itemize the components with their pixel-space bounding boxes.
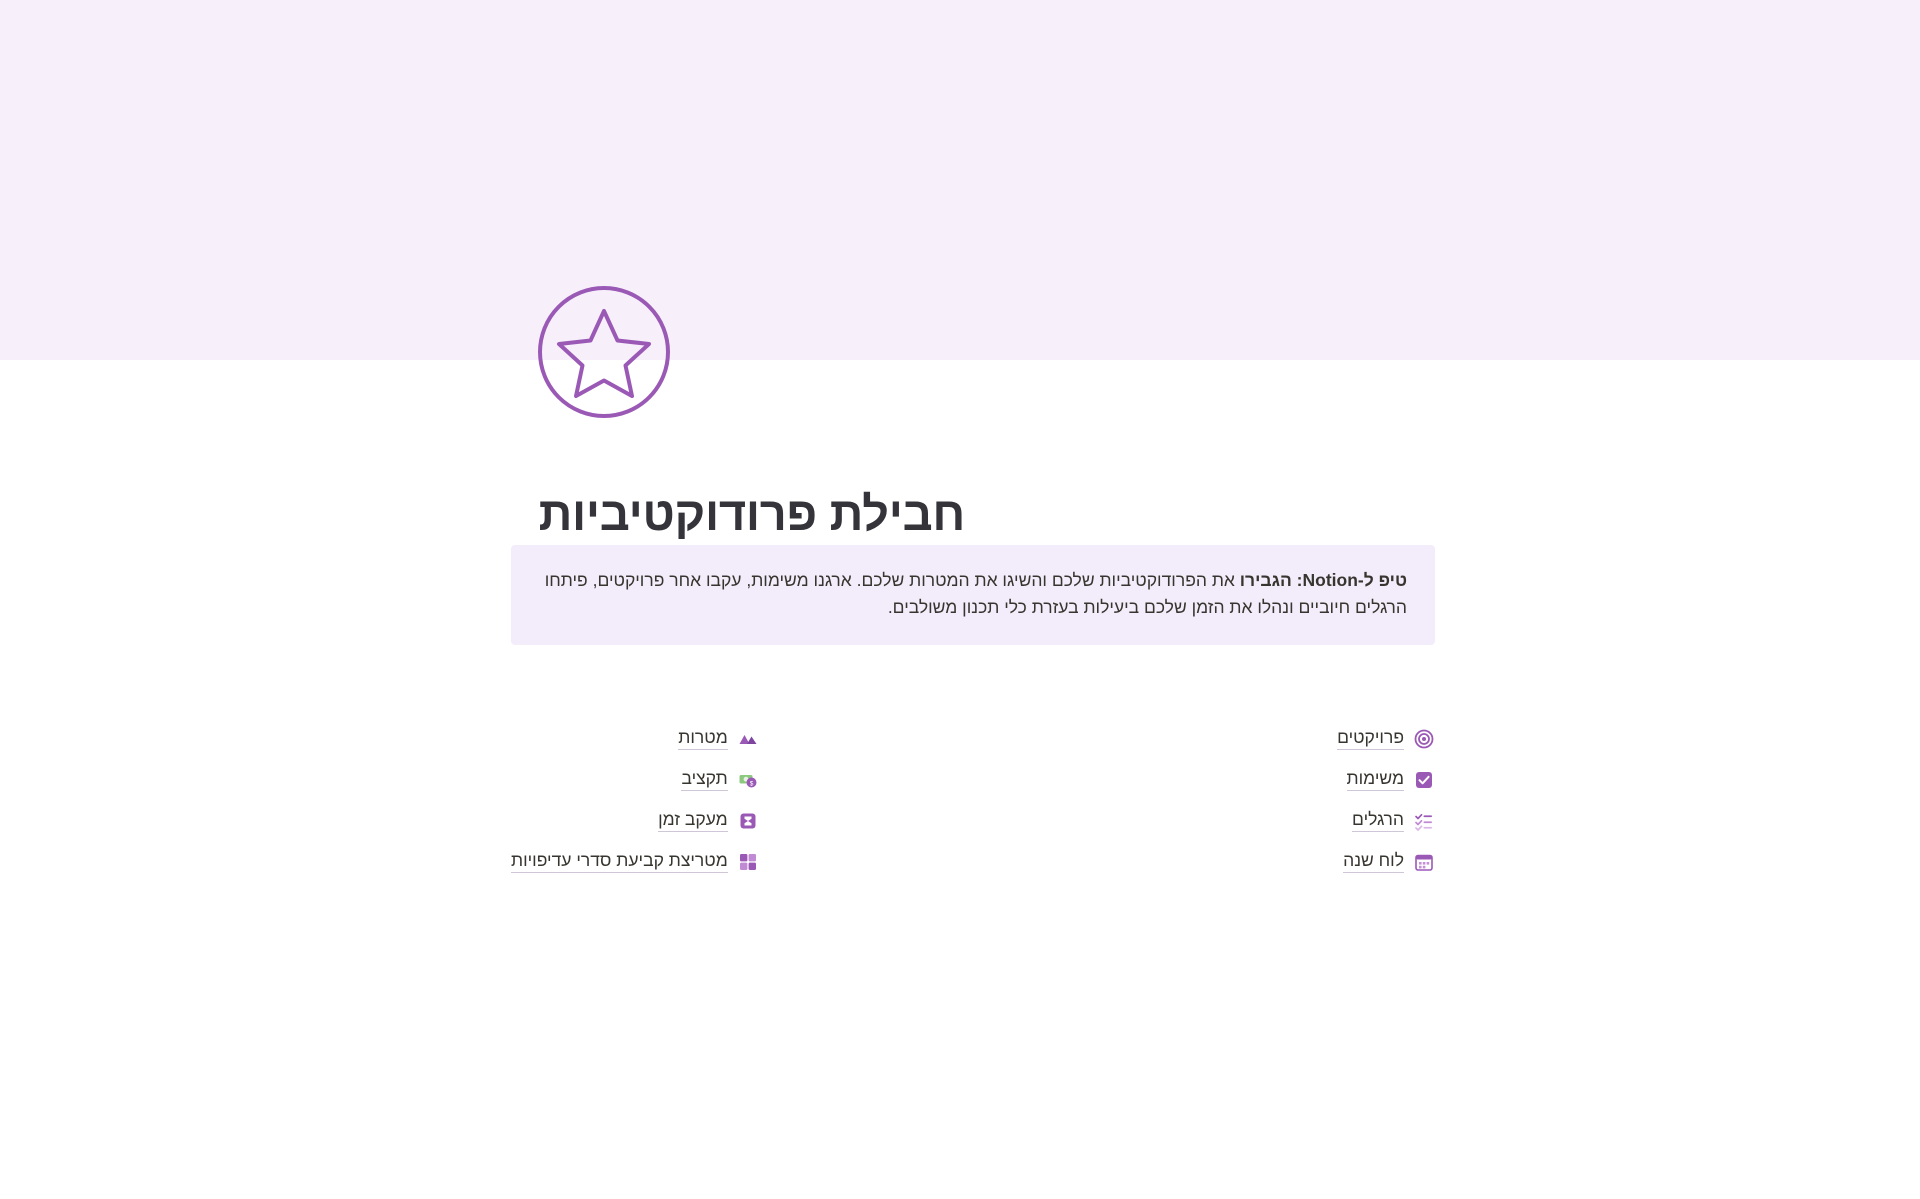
list-item-label: פרויקטים xyxy=(1337,727,1404,750)
callout-body: את הפרודוקטיביות שלכם והשיגו את המטרות שלכם. ארגנו משימות, עקבו אחר פרויקטים, פיתחו הרגלים חיוביים ונהלו את הזמן שלכם ביעילות בעזרת כלי תכנון משולבים. xyxy=(544,570,1407,618)
list-item[interactable] xyxy=(511,759,759,800)
tip-callout xyxy=(511,545,1435,645)
list-item[interactable] xyxy=(1249,759,1435,800)
mountains-icon xyxy=(737,728,759,750)
checklist-icon xyxy=(1413,810,1435,832)
list-item-label: הרגלים xyxy=(1352,809,1404,832)
list-item[interactable] xyxy=(511,800,759,841)
list-item[interactable] xyxy=(511,841,759,882)
callout-lead: טיפ ל-Notion: הגבירו xyxy=(1239,570,1407,590)
list-item-label: מטרות xyxy=(678,727,727,750)
svg-text:$: $ xyxy=(749,779,753,787)
link-sections xyxy=(511,718,1435,882)
target-icon xyxy=(1413,728,1435,750)
page-title: חבילת פרודוקטיביות xyxy=(538,487,965,541)
link-column-left xyxy=(511,718,1249,882)
money-icon xyxy=(737,769,759,791)
star-in-circle-icon xyxy=(535,283,673,421)
list-item-label: משימות xyxy=(1347,768,1404,791)
list-item-label: מעקב זמן xyxy=(658,809,728,832)
calendar-icon xyxy=(1413,851,1435,873)
timer-icon xyxy=(737,810,759,832)
cover-banner xyxy=(0,0,1920,360)
list-item-label: לוח שנה xyxy=(1343,850,1404,873)
checkbox-icon xyxy=(1413,769,1435,791)
link-column-right xyxy=(1249,718,1435,882)
list-item[interactable] xyxy=(1249,800,1435,841)
grid-icon xyxy=(737,851,759,873)
list-item[interactable] xyxy=(1249,841,1435,882)
list-item[interactable] xyxy=(511,718,759,759)
list-item-label: מטריצת קביעת סדרי עדיפויות xyxy=(511,850,728,873)
list-item-label: תקציב xyxy=(681,768,727,791)
list-item[interactable] xyxy=(1249,718,1435,759)
